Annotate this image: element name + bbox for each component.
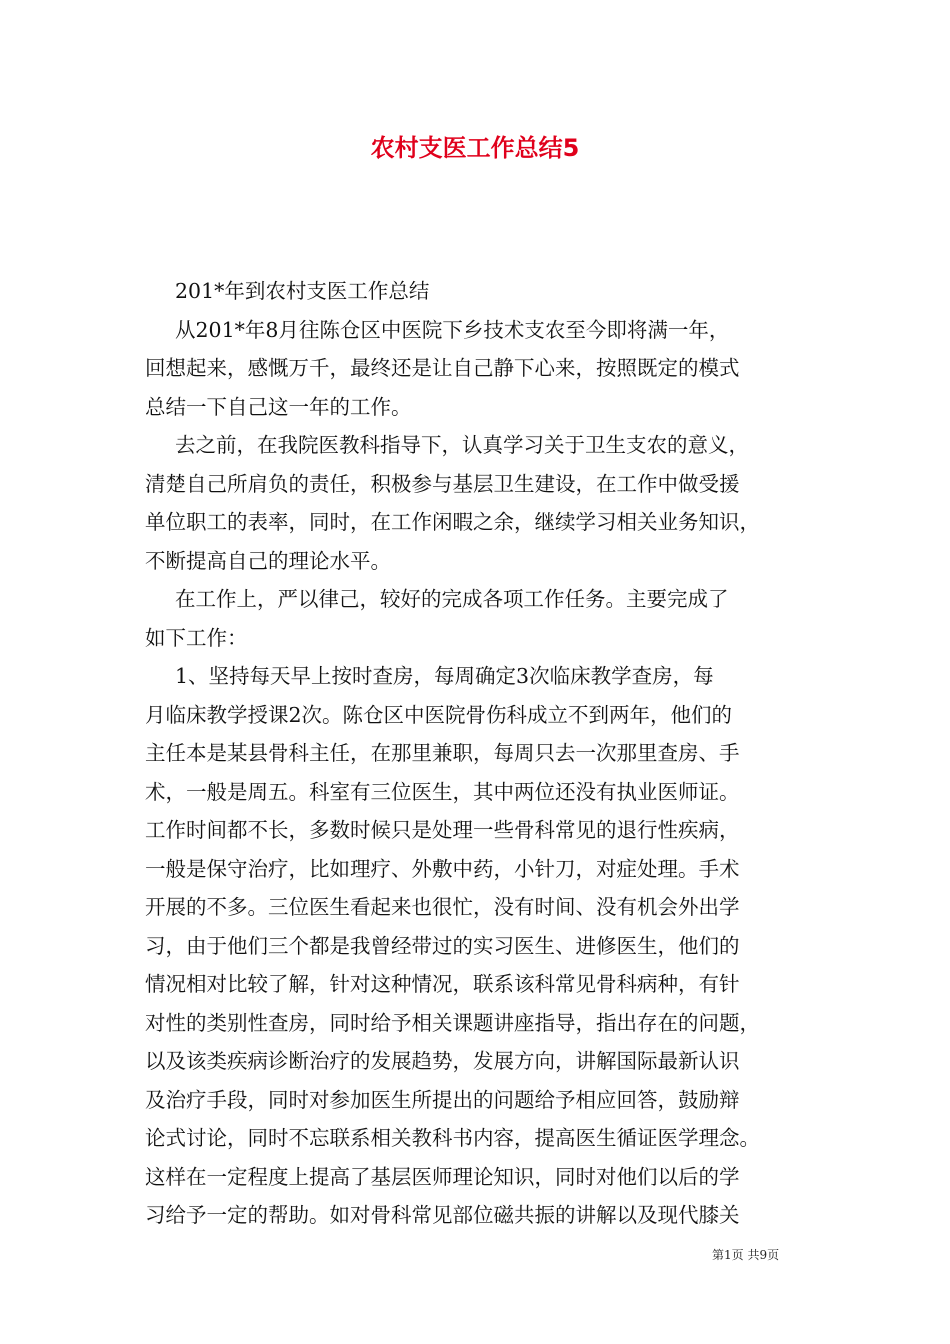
body-line: 开展的不多。三位医生看起来也很忙，没有时间、没有机会外出学 — [145, 895, 740, 919]
body-line: 一般是保守治疗，比如理疗、外敷中药，小针刀，对症处理。手术 — [145, 856, 740, 881]
document-title: 农村支医工作总结5 — [370, 134, 580, 162]
body-line: 月临床教学授课2次。陈仓区中医院骨伤科成立不到两年，他们的 — [145, 702, 733, 727]
body-line: 单位职工的表率，同时，在工作闲暇之余，继续学习相关业务知识， — [145, 510, 760, 534]
body-line: 201*年到农村支医工作总结 — [175, 279, 430, 303]
body-line: 去之前，在我院医教科指导下，认真学习关于卫生支农的意义， — [175, 433, 749, 457]
body-line: 及治疗手段，同时对参加医生所提出的问题给予相应回答，鼓励辩 — [145, 1087, 740, 1112]
body-line: 论式讨论，同时不忘联系相关教科书内容，提高医生循证医学理念。 — [145, 1126, 760, 1150]
body-line: 不断提高自己的理论水平。 — [145, 548, 391, 573]
body-line: 主任本是某县骨科主任，在那里兼职，每周只去一次那里查房、手 — [145, 741, 740, 765]
document-body — [145, 272, 815, 1235]
body-line: 习给予一定的帮助。如对骨科常见部位磁共振的讲解以及现代膝关 — [145, 1203, 740, 1227]
body-line: 在工作上，严以律己，较好的完成各项工作任务。主要完成了 — [175, 587, 729, 611]
page-number: 第1页 共9页 — [712, 1248, 780, 1262]
body-line: 以及该类疾病诊断治疗的发展趋势，发展方向，讲解国际最新认识 — [145, 1049, 740, 1073]
body-line: 1、坚持每天早上按时查房，每周确定3次临床教学查房，每 — [175, 664, 714, 688]
body-line: 习，由于他们三个都是我曾经带过的实习医生、进修医生，他们的 — [145, 933, 740, 958]
body-line: 对性的类别性查房，同时给予相关课题讲座指导，指出存在的问题， — [145, 1010, 760, 1035]
body-line: 总结一下自己这一年的工作。 — [145, 394, 412, 419]
body-line: 从201*年8月往陈仓区中医院下乡技术支农至今即将满一年， — [175, 317, 730, 342]
body-line: 情况相对比较了解，针对这种情况，联系该科常见骨科病种，有针 — [145, 972, 740, 996]
body-line: 这样在一定程度上提高了基层医师理论知识，同时对他们以后的学 — [145, 1164, 740, 1189]
body-line: 工作时间都不长，多数时候只是处理一些骨科常见的退行性疾病， — [145, 818, 740, 842]
body-line: 回想起来，感慨万千，最终还是让自己静下心来，按照既定的模式 — [145, 356, 740, 380]
body-line: 如下工作： — [145, 625, 248, 650]
body-line: 清楚自己所肩负的责任，积极参与基层卫生建设，在工作中做受援 — [145, 471, 740, 496]
body-line: 术，一般是周五。科室有三位医生，其中两位还没有执业医师证。 — [145, 779, 740, 804]
